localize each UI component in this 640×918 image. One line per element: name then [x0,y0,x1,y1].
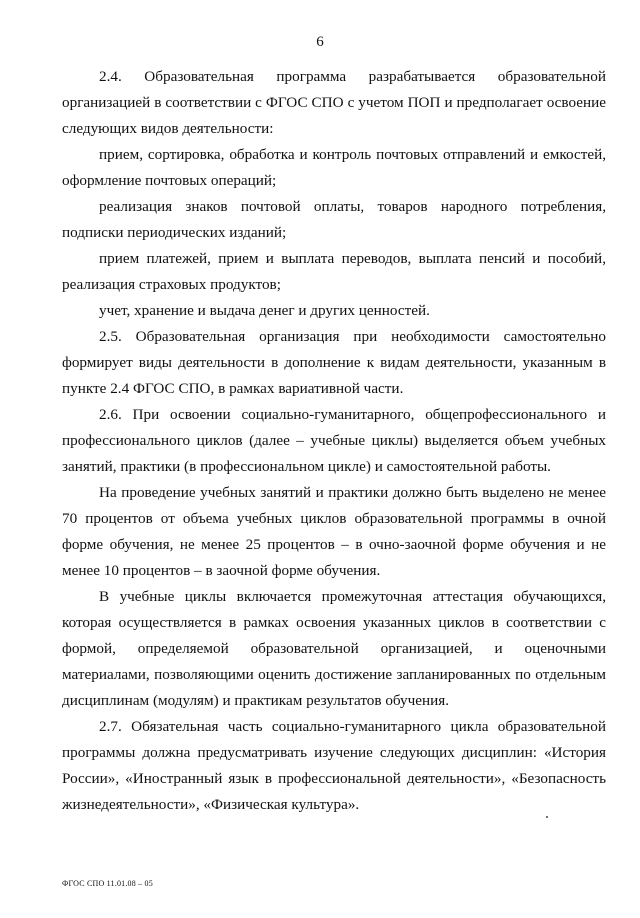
paragraph-2-5: 2.5. Образовательная организация при необходимости самостоятельно формирует виды деятельности в дополнение к видам деятельности, указанным в пункте 2.4 ФГОС СПО, в рамках вариативной части. [62,328,606,397]
document-body [62,64,606,818]
scan-speck [546,816,548,818]
paragraph-2-6: 2.6. При освоении социально-гуманитарного, общепрофессионального и профессионального циклов (далее – учебные циклы) выделяется объем учебных занятий, практики (в профессиональном цикле) и самостоятельной работы. [62,406,606,475]
paragraph-attestation: В учебные циклы включается промежуточная аттестация обучающихся, которая осуществляется в рамках освоения указанных циклов в соответствии с формой, определяемой образовательной организацией, и оценочными материалами, позволяющими оценить достижение запланированных по отдельным дисциплинам (модулям) и практикам результатов обучения. [62,588,606,709]
paragraph-activity-3: прием платежей, прием и выплата переводов, выплата пенсий и пособий, реализация страховых продуктов; [62,250,606,293]
paragraph-2-4: 2.4. Образовательная программа разрабатывается образовательной организацией в соответствии с ФГОС СПО с учетом ПОП и предполагает освоение следующих видов деятельности: [62,68,606,137]
paragraph-2-7: 2.7. Обязательная часть социально-гуманитарного цикла образовательной программы должна предусматривать изучение следующих дисциплин: «История России», «Иностранный язык в профессиональной деятельности», «Безопасность жизнедеятельности», «Физическая культура». [62,718,606,813]
paragraph-activity-2: реализация знаков почтовой оплаты, товаров народного потребления, подписки периодических изданий; [62,198,606,241]
paragraph-practice-share: На проведение учебных занятий и практики должно быть выделено не менее 70 процентов от объема учебных циклов образовательной программы в очной форме обучения, не менее 25 процентов – в очно-заочной форме обучения и не менее 10 процентов – в заочной форме обучения. [62,484,606,579]
paragraph-activity-4: учет, хранение и выдача денег и других ценностей. [99,302,430,319]
document-code-footer: ФГОС СПО 11.01.08 – 05 [62,879,153,888]
paragraph-activity-1: прием, сортировка, обработка и контроль почтовых отправлений и емкостей, оформление почтовых операций; [62,146,606,189]
page-number: 6 [316,34,324,50]
